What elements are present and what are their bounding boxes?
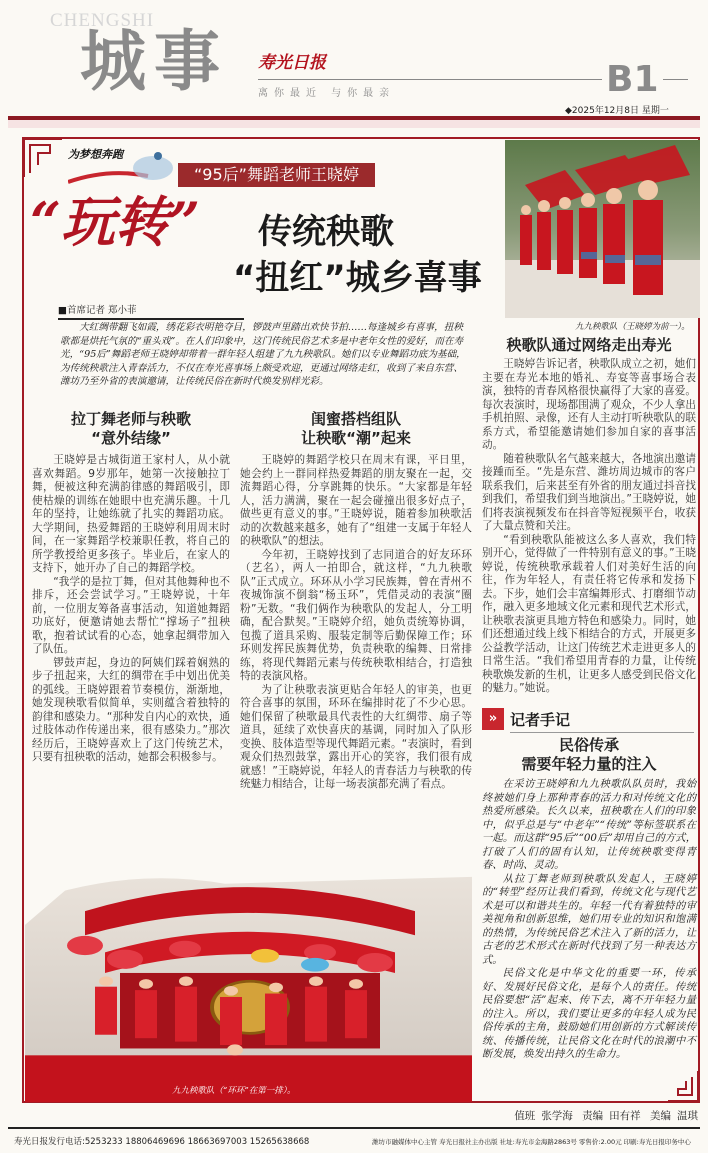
lead-paragraph: 大红绸带翻飞如霞，绣花彩衣明艳夺目，锣鼓声里踏出欢快节拍……每逢城乡有喜事，扭秧歌都是烘托气氛的“重头戏”。在人们印象中，这门传统民俗艺术多是中老年女性的爱好，而在寿光，“95后”舞蹈老师王晓婷却带着一群年轻人组建了九九秧歌队。她们以专业舞蹈功底为基础，为传统秧歌注入青春活力，不仅在寿光喜事场上颇受欢迎，更通过网络走红，收到了来自东营、潍坊乃至外省的表演邀请，让传统民俗在新时代焕发别样光彩。 <box>60 322 466 387</box>
section-pinyin: CHENGSHI <box>50 10 155 31</box>
top-photo-caption: 九九秧歌队（王晓婷为前一）。 <box>575 322 690 332</box>
paragraph: 王晓婷告诉记者，秧歌队成立之初，她们主要在寿光本地的婚礼、寿宴等喜事场合表演，独特的青春风格很快赢得了大家的喜爱。每次表演时，现场都围满了观众，不少人拿出手机拍照、录像，还有人主动打听秧歌队的联系方式，希望能邀请她们参加自家的喜事活动。 <box>482 358 696 451</box>
editor-name: 温琪 <box>677 1110 698 1122</box>
paragraph: “我学的是拉丁舞，但对其他舞种也不排斥，还会尝试学习。”王晓婷说，十年前，一位朋友筹备喜事活动，知道她舞蹈功底好，便邀请她去帮忙“撑场子”扭秧歌，抱着试试看的心态，她拿起绸带加入了队伍。 <box>32 575 230 655</box>
byline: ■首席记者 郑小菲 <box>58 302 244 320</box>
section-heading <box>240 410 472 448</box>
corner-ornament-icon <box>664 1067 700 1103</box>
article-column-2 <box>240 454 472 792</box>
reporter-note-body <box>482 778 696 1062</box>
paragraph: 锣鼓声起，身边的阿姨们踩着娴熟的步子扭起来，大红的绸带在手中划出优美的弧线。王晓婷跟着节奏模仿，渐渐地，她发现秧歌看似简单，实则蕴含着独特的韵律和感染力。“那种发自内心的欢快，通过肢体动作传递出来，很有感染力。”那次经历后，王晓婷喜欢上了这门传统艺术，只要有扭秧歌的活动，她都会积极参与。 <box>32 656 230 763</box>
heading-line: 民俗传承 <box>558 736 619 754</box>
slogan: 离你最近 与你最亲 <box>258 88 396 99</box>
heading-line: 闺蜜搭档组队 <box>310 410 401 428</box>
paragraph: 从拉丁舞老师到秧歌队发起人，王晓婷的“转型”经历让我们看到，传统文化与现代艺术是可以和谐共生的。年轻一代有着独特的审美视角和创新思维，她们用专业的知识和饱满的热情，为传统民俗艺术注入了新的活力，让古老的艺术形式在新时代找到了另一种表达方式。 <box>482 872 696 966</box>
paragraph: 在采访王晓婷和九九秧歌队队员时，我始终被她们身上那种青春的活力和对传统文化的热爱所感染。长久以来，扭秧歌在人们的印象中，似乎总是与“中老年”“传统”等标签联系在一起。而这群“95后”“00后”却用自己的方式，打破了人们的固有认知，让传统秧歌变得青春、时尚、灵动。 <box>482 778 696 871</box>
publisher-info: 潍坊市融媒体中心主管 寿光日报社主办出版 社址:寿光市金海路2863号 零售价:2.00元 印刷:寿光日报印务中心 <box>372 1138 691 1146</box>
editor-name: 张学海 <box>541 1110 573 1122</box>
footer-rule <box>8 1127 700 1129</box>
paragraph: 王晓婷是古城街道王家村人，从小就喜欢舞蹈。9岁那年，她第一次接触拉丁舞，便被这种充满韵律感的舞蹈吸引，即使枯燥的训练在她眼中也充满乐趣。十几年的坚持，让她练就了扎实的舞蹈功底。大学期间，热爱舞蹈的王晓婷利用周末时间，在一家舞蹈学校兼职任教，将自己的所学教授给更多孩子。毕业后，在家人的支持下，她开办了自己的舞蹈学校。 <box>32 454 230 574</box>
decorative-band <box>8 120 700 128</box>
reporter-note-label: 记者手记 <box>510 709 694 733</box>
distribution-phones: 寿光日报发行电话:5253233 18806469696 18663697003 15265638668 <box>14 1137 310 1147</box>
kicker: “95后”舞蹈老师王晓婷 <box>178 163 375 187</box>
page-number: B1 <box>602 60 663 100</box>
heading-line: 秧歌队通过网络走出寿光 <box>506 336 672 354</box>
paragraph: “看到秧歌队能被这么多人喜欢，我们特别开心，觉得做了一件特别有意义的事。”王晓婷说，传统秧歌承载着人们对美好生活的向往，作为年轻人，有责任将它传承和发扬下去。下步，她们会丰富编舞形式、打磨细节动作，融入更多地域文化元素和现代艺术形式，让秧歌表演更具地方特色和感染力。同时，她们还想通过线上线下相结合的方式，开展更多公益教学活动，让这门传统艺术走进更多人的日常生活。“我们希望用青春的力量，让传统秧歌焕发新的生机，让更多人感受到民俗文化的魅力。”她说。 <box>482 533 696 694</box>
corner-ornament-icon <box>22 137 66 181</box>
column-logo <box>68 148 178 184</box>
heading-line: 拉丁舞老师与秧歌 <box>70 410 191 428</box>
issue-date: ◆2025年12月8日 星期一 <box>565 106 669 116</box>
bottom-photo-caption: 九九秧歌队（“环环”在第一排）。 <box>172 1086 296 1096</box>
paragraph: 王晓婷的舞蹈学校只在周末有课，平日里，她会约上一群同样热爱舞蹈的朋友聚在一起，交流舞蹈心得，分享跳舞的快乐。“大家都是年轻人，活力满满，聚在一起会碰撞出很多好点子，做些更有意义的事。”王晓婷说，随着参加秧歌活动的次数越来越多，她有了“组建一支属于年轻人的秧歌队”的想法。 <box>240 454 472 547</box>
section-heading <box>32 410 230 448</box>
editor-name: 田有祥 <box>609 1110 641 1122</box>
article-column-3 <box>482 358 696 696</box>
top-photo <box>505 140 700 318</box>
paragraph: 今年初，王晓婷找到了志同道合的好友环环（艺名），两人一拍即合，就这样，“九九秧歌队”正式成立。环环从小学习民族舞，曾在青州不夜城饰演不倒翁“杨玉环”，凭借灵动的表演“圈粉”无数。“我们俩作为秧歌队的发起人，分工明确，配合默契。”王晓婷介绍，她负责统筹协调，包揽了道具采购、服装定制等后勤保障工作；环环则发挥民族舞优势，负责秧歌的编舞、日常排练，将现代舞蹈元素与传统秧歌相结合，打造独特的表演风格。 <box>240 548 472 682</box>
reporter-note-heading <box>482 736 696 774</box>
headline-highlight: “玩转” <box>30 190 201 254</box>
heading-line: “意外结缘” <box>91 429 171 447</box>
paragraph: 随着秧歌队名气越来越大，各地演出邀请接踵而至。“先是东营、潍坊周边城市的客户联系我们，后来甚至有外省的朋友通过抖音找到我们，希望我们到当地演出。”王晓婷说，她们将表演视频发布在抖音等短视频平台，收获了大量点赞和关注。 <box>482 452 696 532</box>
bottom-photo <box>25 870 472 1102</box>
heading-line: 需要年轻力量的注入 <box>521 755 657 773</box>
editors-credit <box>508 1108 698 1123</box>
paragraph: 为了让秧歌表演更贴合年轻人的审美，也更符合喜事的氛围，环环在编排时花了不少心思。她们保留了秧歌最具代表性的大红绸带、扇子等道具，延续了欢快喜庆的基调，同时加入了队形变换、肢体造型等现代舞蹈元素。“表演时，看到观众们热烈鼓掌，露出开心的笑容，我们很有成就感！”王晓婷说，年轻人的青春活力与秧歌的传统魅力相结合，让每一场表演都充满了看点。 <box>240 683 472 790</box>
headline-line2: “扭红”城乡喜事 <box>233 258 482 298</box>
section-heading <box>482 336 696 355</box>
editor-label: 责编 <box>582 1110 604 1122</box>
paragraph: 民俗文化是中华文化的重要一环，传承好、发展好民俗文化，是每个人的责任。传统民俗要想“活”起来、传下去，离不开年轻力量的注入。所以，我们要让更多的年轻人成为民俗传承的主角，鼓励她们用创新的方式解读传统、传播传统，让民俗文化在时代的浪潮中不断发展，焕发出持久的生命力。 <box>482 967 696 1060</box>
headline-line1: 传统秧歌 <box>258 212 394 252</box>
column-logo-text: 为梦想奔跑 <box>68 148 123 161</box>
editor-label: 值班 <box>514 1110 536 1122</box>
newspaper-logo: 寿光日报 <box>258 53 326 73</box>
section-title: 城事 <box>80 23 228 100</box>
editor-label: 美编 <box>650 1110 671 1122</box>
chevron-right-icon: » <box>482 708 504 730</box>
heading-line: 让秧歌“潮”起来 <box>301 429 411 447</box>
article-column-1 <box>32 454 230 765</box>
